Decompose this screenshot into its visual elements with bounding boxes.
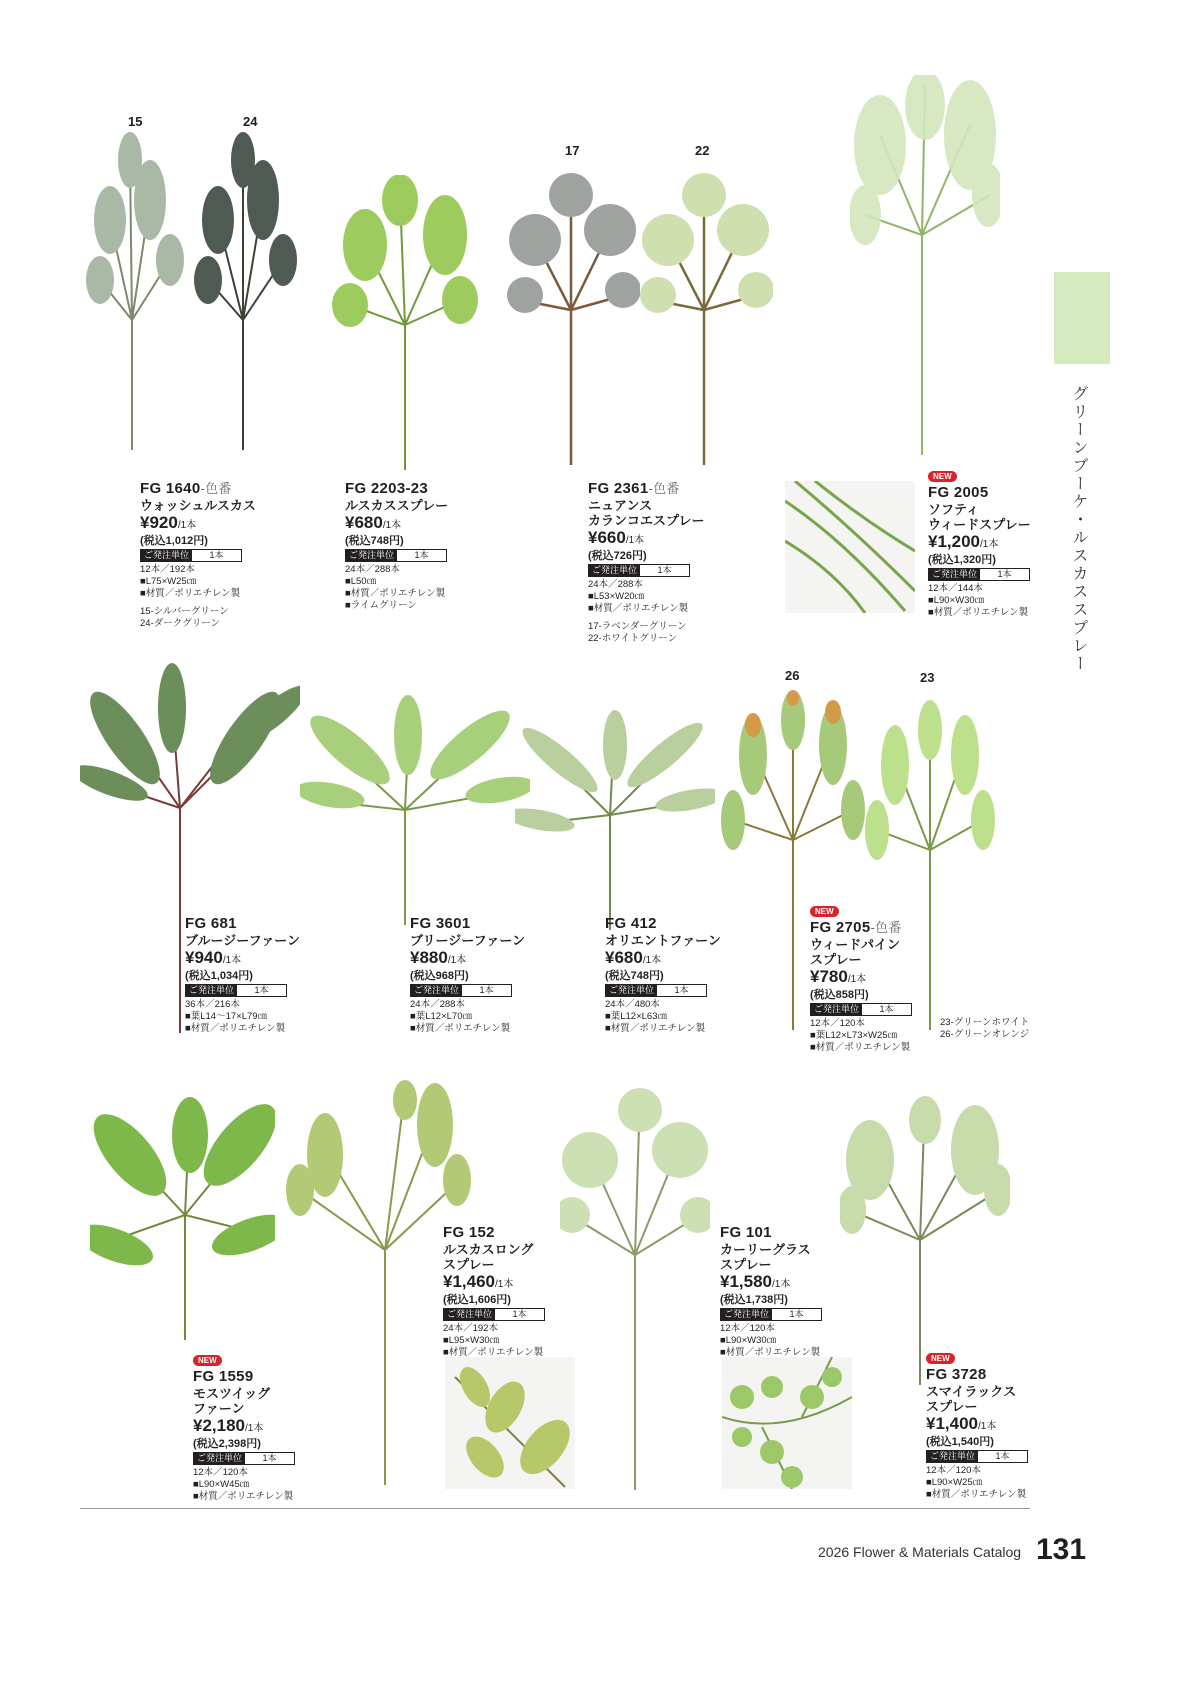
product-code: FG 152 [443, 1224, 495, 1241]
plant-image-orient-fern [515, 705, 715, 935]
order-unit-value: 1本 [789, 1309, 804, 1319]
product-code: FG 412 [605, 915, 657, 932]
price: ¥660 [588, 528, 626, 547]
product-fg101 [720, 1224, 960, 1359]
product-name-line2: カランコエスプレー [588, 513, 705, 528]
price-unit: /1本 [978, 1421, 997, 1432]
order-unit-label: ご発注単位 [194, 1453, 245, 1464]
price-tax: (税込858円) [810, 989, 869, 1001]
product-fg681 [185, 915, 425, 1035]
price-unit: /1本 [382, 520, 402, 531]
product-code: FG 1559 [193, 1368, 254, 1385]
price: ¥1,580 [720, 1272, 772, 1291]
size: ■葉L12×L70㎝ [410, 1011, 472, 1022]
order-unit-label: ご発注単位 [444, 1309, 495, 1320]
size: ■L95×W30㎝ [443, 1335, 500, 1346]
product-fg2361 [588, 480, 828, 645]
order-unit-label: ご発注単位 [927, 1451, 978, 1462]
order-unit-value: 1本 [209, 550, 224, 560]
price-tax: (税込968円) [410, 970, 469, 982]
plant-image-kalanchoe-lavender [505, 160, 640, 470]
product-code: FG 101 [720, 1224, 772, 1241]
pack-qty: 24本／288本 [410, 999, 465, 1010]
product-code: FG 2203-23 [345, 480, 429, 497]
plant-image-washed-ruscus-silver [80, 130, 190, 460]
price-tax: (税込726円) [588, 550, 647, 562]
detail-photo [445, 1357, 575, 1489]
new-badge: NEW [928, 471, 957, 482]
product-fg2005 [928, 466, 1168, 619]
order-unit-box [443, 1308, 545, 1321]
pack-qty: 12本／120本 [193, 1467, 248, 1478]
size: ■L90×W30㎝ [928, 595, 985, 606]
product-name: ブルージーファーン [185, 933, 301, 948]
color-suffix: -色番 [648, 481, 680, 496]
product-name: スマイラックス [926, 1384, 1017, 1399]
material: ■材質／ポリエチレン製 [185, 1023, 286, 1034]
product-name: ソフティ [928, 502, 979, 517]
product-name: ウィードパイン [810, 937, 900, 952]
material: ■材質／ポリエチレン製 [605, 1023, 706, 1034]
order-unit-label: ご発注単位 [589, 565, 640, 576]
plant-image-breezy-fern [300, 690, 530, 930]
pack-qty: 12本／144本 [928, 583, 983, 594]
section-tab [1054, 272, 1110, 364]
color-variant: 17-ラベンダーグリーン [588, 621, 687, 632]
price-unit: /1本 [222, 955, 242, 966]
price-tax: (税込2,398円) [193, 1438, 261, 1450]
plant-image-ruscus-spray [330, 175, 480, 475]
new-badge: NEW [926, 1353, 955, 1364]
variant-number: 23 [920, 670, 935, 685]
price-tax: (税込1,034円) [185, 970, 253, 982]
color-suffix: -色番 [200, 481, 232, 496]
pack-qty: 12本／120本 [926, 1465, 981, 1476]
product-name: モスツイッグ [193, 1386, 271, 1401]
size: ■L75×W25㎝ [140, 576, 197, 587]
order-unit-label: ご発注単位 [811, 1004, 862, 1015]
product-fg412 [605, 915, 845, 1035]
order-unit-value: 1本 [674, 985, 689, 995]
color-suffix: -色番 [870, 920, 902, 935]
material: ■材質／ポリエチレン製 [345, 588, 446, 599]
new-badge: NEW [193, 1355, 222, 1366]
color-variants [940, 1017, 1029, 1041]
material: ■材質／ポリエチレン製 [193, 1491, 294, 1502]
plant-image-softy-weed [850, 75, 1000, 460]
price-tax: (税込1,540円) [926, 1436, 994, 1448]
product-name: カーリーグラス [720, 1242, 811, 1257]
order-unit-box [605, 984, 707, 997]
price-unit: /1本 [642, 955, 662, 966]
order-unit-box [193, 1452, 295, 1465]
material: ■材質／ポリエチレン製 [810, 1042, 911, 1053]
price: ¥1,200 [928, 532, 980, 551]
pack-qty: 12本／192本 [140, 564, 195, 575]
order-unit-value: 1本 [262, 1453, 277, 1463]
price: ¥1,460 [443, 1272, 495, 1291]
color-variant: 15-シルバーグリーン [140, 606, 229, 617]
order-unit-label: ご発注単位 [346, 550, 397, 561]
color-variant: 26-グリーンオレンジ [940, 1029, 1030, 1040]
material: ■材質／ポリエチレン製 [926, 1489, 1027, 1500]
price: ¥680 [345, 513, 383, 532]
order-unit-value: 1本 [414, 550, 429, 560]
product-name-line2: ファーン [193, 1401, 245, 1416]
product-fg152 [443, 1224, 683, 1359]
price-tax: (税込1,738円) [720, 1294, 788, 1306]
order-unit-value: 1本 [254, 985, 269, 995]
size: ■L90×W30㎝ [720, 1335, 777, 1346]
size: ■L90×W25㎝ [926, 1477, 983, 1488]
price-unit: /1本 [447, 955, 467, 966]
order-unit-label: ご発注単位 [141, 550, 192, 561]
plant-image-washed-ruscus-dark [188, 130, 298, 460]
price: ¥780 [810, 967, 848, 986]
price-unit: /1本 [980, 539, 999, 550]
product-code: FG 2705 [810, 919, 871, 936]
product-name: ウォッシュルスカス [140, 498, 256, 513]
order-unit-label: ご発注単位 [411, 985, 462, 996]
order-unit-value: 1本 [479, 985, 494, 995]
price-tax: (税込748円) [345, 535, 404, 547]
size: ■L90×W45㎝ [193, 1479, 250, 1490]
pack-qty: 24本／480本 [605, 999, 660, 1010]
order-unit-label: ご発注単位 [606, 985, 657, 996]
price-unit: /1本 [625, 535, 645, 546]
order-unit-value: 1本 [995, 1451, 1010, 1461]
price-tax: (税込1,320円) [928, 554, 996, 566]
price: ¥680 [605, 948, 643, 967]
product-name-line2: スプレー [443, 1257, 495, 1272]
order-unit-box [928, 568, 1030, 581]
product-fg1640 [140, 480, 380, 630]
material: ■材質／ポリエチレン製 [443, 1347, 544, 1358]
order-unit-box [345, 549, 447, 562]
product-fg1559 [193, 1350, 433, 1503]
variant-number: 22 [695, 143, 710, 158]
color-variant: 22-ホワイトグリーン [588, 633, 678, 644]
plant-image-kalanchoe-white [638, 160, 773, 470]
material: ■材質／ポリエチレン製 [588, 603, 689, 614]
price: ¥2,180 [193, 1416, 245, 1435]
size: ■L50㎝ [345, 576, 377, 587]
detail-photo [722, 1357, 852, 1489]
product-fg3728 [926, 1348, 1166, 1501]
price-unit: /1本 [847, 974, 867, 985]
size: ■葉L12×L73×W25㎝ [810, 1030, 898, 1041]
size: ■葉L12×L63㎝ [605, 1011, 667, 1022]
order-unit-box [720, 1308, 822, 1321]
pack-qty: 24本／288本 [588, 579, 643, 590]
price-unit: /1本 [245, 1423, 264, 1434]
price-unit: /1本 [495, 1279, 514, 1290]
price: ¥880 [410, 948, 448, 967]
product-code: FG 3728 [926, 1366, 987, 1383]
price-tax: (税込1,606円) [443, 1294, 511, 1306]
order-unit-value: 1本 [512, 1309, 527, 1319]
pack-qty: 24本／192本 [443, 1323, 498, 1334]
price-tax: (税込1,012円) [140, 535, 208, 547]
product-name-line2: スプレー [810, 952, 862, 967]
footer-divider [80, 1508, 1030, 1509]
material: ■材質／ポリエチレン製 [410, 1023, 511, 1034]
order-unit-box [410, 984, 512, 997]
material: ■材質／ポリエチレン製 [928, 607, 1029, 618]
product-name: オリエントファーン [605, 933, 721, 948]
product-name: ニュアンス [588, 498, 653, 513]
order-unit-box [185, 984, 287, 997]
order-unit-value: 1本 [657, 565, 672, 575]
page-number: 131 [1036, 1533, 1087, 1566]
product-name-line2: スプレー [926, 1399, 978, 1414]
order-unit-value: 1本 [879, 1004, 894, 1014]
order-unit-box [926, 1450, 1028, 1463]
size: ■L53×W20㎝ [588, 591, 645, 602]
order-unit-label: ご発注単位 [186, 985, 237, 996]
price: ¥940 [185, 948, 223, 967]
product-name-line2: ウィードスプレー [928, 517, 1031, 532]
product-code: FG 2005 [928, 484, 989, 501]
product-code: FG 3601 [410, 915, 471, 932]
order-unit-label: ご発注単位 [929, 569, 980, 580]
product-name-line2: スプレー [720, 1257, 772, 1272]
product-fg2203 [345, 480, 585, 612]
material: ■材質／ポリエチレン製 [140, 588, 241, 599]
product-name: ブリージーファーン [410, 933, 526, 948]
order-unit-box [810, 1003, 912, 1016]
material: ■材質／ポリエチレン製 [720, 1347, 821, 1358]
product-name: ルスカスロング [443, 1242, 534, 1257]
pack-qty: 12本／120本 [810, 1018, 865, 1029]
price-unit: /1本 [772, 1279, 791, 1290]
pack-qty: 24本／288本 [345, 564, 400, 575]
order-unit-value: 1本 [997, 569, 1012, 579]
variant-number: 17 [565, 143, 580, 158]
product-code: FG 2361 [588, 480, 649, 497]
size: ■葉L14～17×L79㎝ [185, 1011, 268, 1022]
section-vertical-label: グリーンブーケ・ルスカススプレー [1070, 385, 1087, 673]
price: ¥920 [140, 513, 178, 532]
variant-number: 26 [785, 668, 800, 683]
variant-number: 24 [243, 114, 258, 129]
order-unit-box [588, 564, 690, 577]
pack-qty: 12本／120本 [720, 1323, 775, 1334]
product-name: ルスカススプレー [345, 498, 449, 513]
price-unit: /1本 [177, 520, 197, 531]
price: ¥1,400 [926, 1414, 978, 1433]
color-note: ■ライムグリーン [345, 600, 417, 611]
color-variant: 23-グリーンホワイト [940, 1017, 1030, 1028]
order-unit-label: ご発注単位 [721, 1309, 772, 1320]
price-tax: (税込748円) [605, 970, 664, 982]
product-code: FG 681 [185, 915, 237, 932]
footer-catalog-title: 2026 Flower & Materials Catalog [818, 1544, 1022, 1560]
color-variant: 24-ダークグリーン [140, 618, 221, 629]
plant-image-moss-twig-fern [90, 1095, 275, 1345]
variant-number: 15 [128, 114, 143, 129]
product-code: FG 1640 [140, 480, 201, 497]
pack-qty: 36本／216本 [185, 999, 240, 1010]
new-badge: NEW [810, 906, 839, 917]
order-unit-box [140, 549, 242, 562]
